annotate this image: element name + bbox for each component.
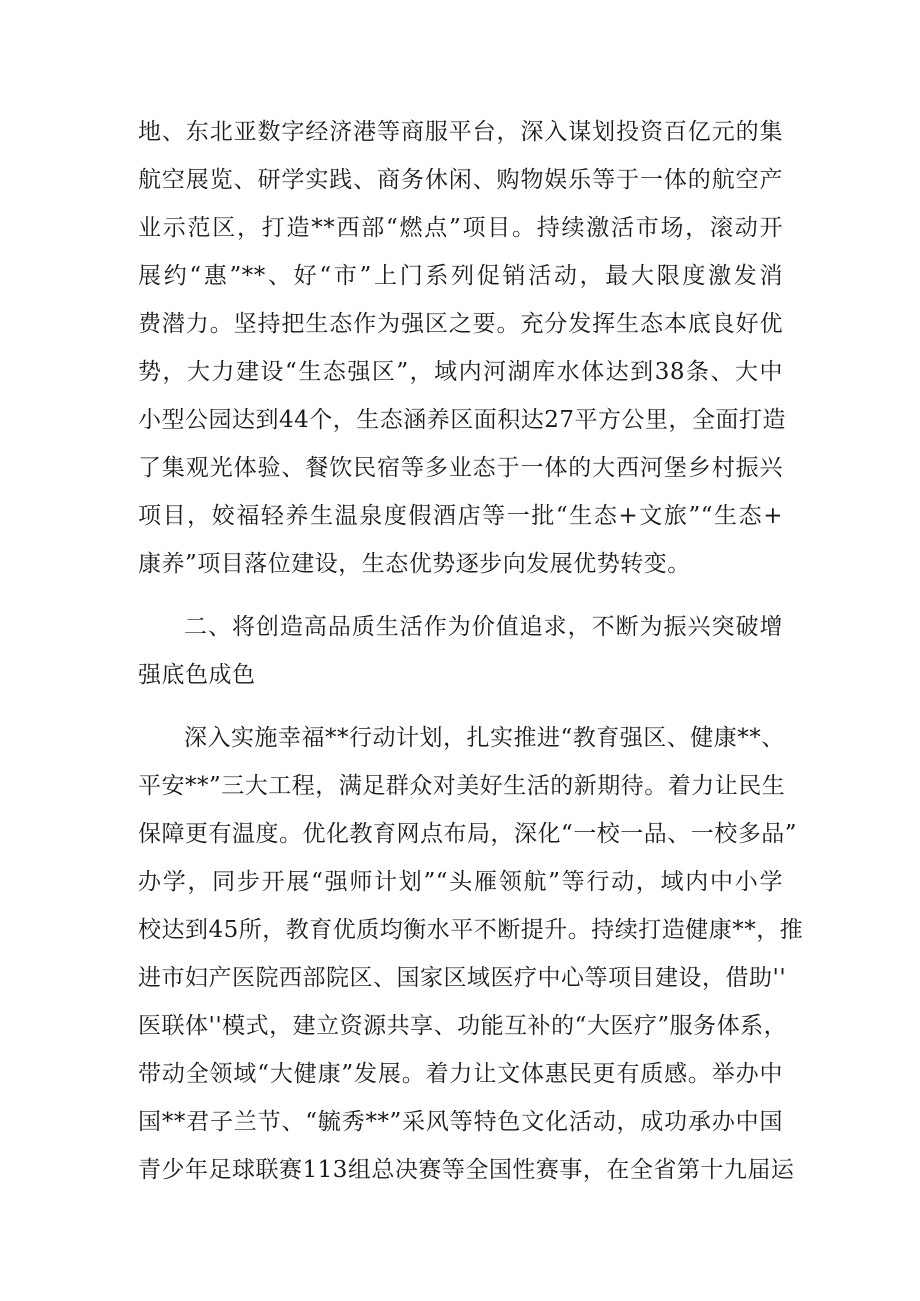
paragraph-spacing	[138, 588, 783, 603]
text-line: 展约“惠”**、好“市”上门系列促销活动，最大限度激发消	[138, 263, 783, 289]
text-line: 办学，同步开展“强师计划”“头雁领航”等行动，域内中小学	[138, 869, 783, 895]
text-line: 了集观光体验、餐饮民宿等多业态于一体的大西河堡乡村振兴	[138, 455, 783, 481]
text-line: 势，大力建设“生态强区”，域内河湖库水体达到38条、大中	[138, 359, 783, 385]
text-line: 校达到45所，教育优质均衡水平不断提升。持续打造健康**，推	[138, 917, 804, 943]
text-line: 进市妇产医院西部院区、国家区域医疗中心等项目建设，借助''	[138, 965, 787, 991]
paragraph-spacing	[138, 699, 783, 714]
text-line: 医联体''模式，建立资源共享、功能互补的“大医疗”服务体系，	[138, 1013, 788, 1039]
text-line: 项目，姣福轻养生温泉度假酒店等一批“生态+文旅”“生态+	[138, 503, 783, 529]
heading-line: 二、将创造高品质生活作为价值追求，不断为振兴突破增	[184, 614, 783, 640]
text-line: 平安**”三大工程，满足群众对美好生活的新期待。着力让民生	[138, 773, 786, 799]
text-line: 青少年足球联赛113组总决赛等全国性赛事，在全省第十九届运	[138, 1157, 795, 1183]
text-line: 带动全领域“大健康”发展。着力让文体惠民更有质感。举办中	[138, 1061, 783, 1087]
text-line: 保障更有温度。优化教育网点布局，深化“一校一品、一校多品”	[138, 821, 798, 847]
text-line: 费潜力。坚持把生态作为强区之要。充分发挥生态本底良好优	[138, 311, 783, 337]
document-page	[138, 108, 804, 1194]
text-line: 航空展览、研学实践、商务休闲、购物娱乐等于一体的航空产	[138, 167, 783, 193]
section-heading	[138, 603, 783, 699]
text-line: 深入实施幸福**行动计划，扎实推进“教育强区、健康**、	[184, 725, 785, 751]
heading-line: 强底色成色	[138, 662, 256, 688]
paragraph-2	[138, 714, 804, 1194]
text-line: 国**君子兰节、“毓秀**”采风等特色文化活动，成功承办中国	[138, 1109, 783, 1135]
text-line: 康养”项目落位建设，生态优势逐步向发展优势转变。	[138, 551, 691, 577]
paragraph-1	[138, 108, 787, 588]
text-line: 小型公园达到44个，生态涵养区面积达27平方公里，全面打造	[138, 407, 787, 433]
text-line: 地、东北亚数字经济港等商服平台，深入谋划投资百亿元的集	[138, 119, 783, 145]
text-line: 业示范区，打造**西部“燃点”项目。持续激活市场，滚动开	[138, 215, 783, 241]
